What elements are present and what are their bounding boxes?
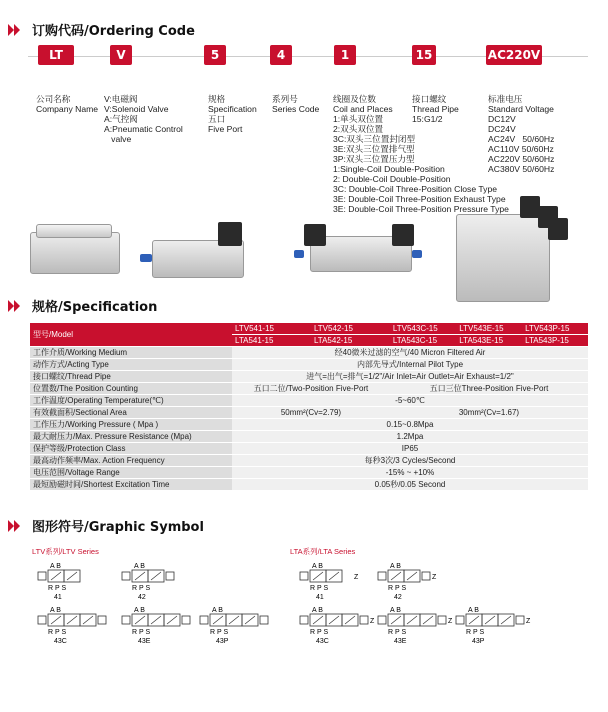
symbol-caption: 41 [316, 594, 324, 601]
flow-arrow [423, 616, 433, 624]
solenoid-icon [260, 616, 268, 624]
model-cell: LTA542-15 [311, 335, 390, 347]
flow-arrow [151, 572, 161, 580]
flow-arrow [83, 616, 93, 624]
flow-arrow [391, 616, 401, 624]
desc-company: 公司名称 Company Name [36, 94, 99, 114]
spec-label: 最大耐压力/Max. Pressure Resistance (Mpa) [30, 431, 232, 443]
spec-value: 0.05秒/0.05 Second [232, 479, 588, 491]
model-cell: LTV543C-15 [390, 323, 456, 335]
spec-value: 30mm²(Cv=1.67) [390, 407, 588, 419]
spec-value: 五口三位Three-Position Five-Port [390, 383, 588, 395]
pilot-icon [422, 572, 430, 580]
code-thread: 15 [412, 45, 436, 65]
spec-row [30, 431, 588, 443]
spec-value: -15% ~ +10% [232, 467, 588, 479]
flow-arrow [229, 616, 239, 624]
code-row [28, 45, 588, 67]
desc-thread: 接口螺纹 Thread Pipe 15:G1/2 [412, 94, 459, 124]
solenoid-icon [38, 616, 46, 624]
port-label-rps: R P S [132, 585, 151, 592]
spec-label: 保护等级/Protection Class [30, 443, 232, 455]
flow-arrow [135, 616, 145, 624]
ltv-series-label: LTV系列/LTV Series [32, 547, 99, 556]
graphic-symbol-heading [8, 516, 204, 535]
spec-label: 工作温度/Operating Temperature(℃) [30, 395, 232, 407]
model-cell: LTA543E-15 [456, 335, 522, 347]
desc-series: 系列号 Series Code [272, 94, 320, 114]
spec-row [30, 395, 588, 407]
spec-row [30, 455, 588, 467]
spec-value: 五口二位/Two-Position Five-Port [232, 383, 390, 395]
flow-arrow [329, 616, 339, 624]
solenoid-icon [122, 572, 130, 580]
code-voltage: AC220V [486, 45, 542, 65]
spec-row [30, 371, 588, 383]
chevron-icon [8, 298, 24, 314]
port-label-ab: A B [134, 607, 145, 614]
port-label-rps: R P S [466, 629, 485, 636]
port-label-rps: R P S [132, 629, 151, 636]
solenoid-icon [200, 616, 208, 624]
valve-symbol-43c [296, 604, 375, 645]
spec-label: 工作介质/Working Medium [30, 347, 232, 359]
graphic-symbol-title: 图形符号/Graphic Symbol [32, 520, 204, 535]
port-label-ab: A B [390, 563, 401, 570]
spec-label: 最短励磁时间/Shortest Excitation Time [30, 479, 232, 491]
spec-row [30, 419, 588, 431]
port-label-rps: R P S [310, 629, 329, 636]
flow-arrow [391, 572, 401, 580]
valve-symbol-42 [118, 560, 178, 600]
port-label-rps: R P S [388, 629, 407, 636]
flow-arrow [407, 572, 417, 580]
solenoid-icon [166, 572, 174, 580]
spec-header-row-1 [30, 323, 588, 335]
pilot-icon [438, 616, 446, 624]
symbol-caption: 42 [394, 594, 402, 601]
valve-symbol-43e [118, 604, 194, 644]
symbol-caption: 43E [394, 638, 407, 645]
chevron-icon [8, 22, 24, 38]
spec-label: 电压范围/Voltage Range [30, 467, 232, 479]
model-cell: LTV543E-15 [456, 323, 522, 335]
spec-table [30, 323, 588, 491]
symbol-caption: 43C [54, 638, 67, 645]
flow-arrow [51, 616, 61, 624]
model-cell: LTV542-15 [311, 323, 390, 335]
model-cell: LTV541-15 [232, 323, 311, 335]
valve-symbol-43p [196, 604, 272, 644]
spec-label: 位置数/The Position Counting [30, 383, 232, 395]
chevron-icon [8, 518, 24, 534]
port-label-ab: A B [312, 563, 323, 570]
pilot-icon [456, 616, 464, 624]
ordering-code-heading [8, 20, 195, 39]
spec-row [30, 359, 588, 371]
model-cell: LTA543P-15 [522, 335, 588, 347]
flow-arrow [245, 616, 255, 624]
lta-series-label: LTA系列/LTA Series [290, 547, 356, 556]
pilot-icon [378, 572, 386, 580]
pilot-icon [516, 616, 524, 624]
pilot-z-label: Z [448, 618, 453, 625]
solenoid-icon [38, 572, 46, 580]
pilot-z-label: Z [526, 618, 531, 625]
spec-value: -5~60℃ [232, 395, 588, 407]
symbol-caption: 43C [316, 638, 329, 645]
spec-value: 0.15~0.8Mpa [232, 419, 588, 431]
valve-symbol-43c [34, 604, 110, 644]
port-label-rps: R P S [310, 585, 329, 592]
spec-row [30, 383, 588, 395]
spec-row [30, 347, 588, 359]
symbol-caption: 43P [216, 638, 229, 645]
symbol-caption: 42 [138, 594, 146, 601]
valve-symbol-41 [34, 560, 94, 600]
spec-value: 1.2Mpa [232, 431, 588, 443]
valve-symbol-43e [374, 604, 453, 645]
desc-coil: 线圈及位数 Coil and Places 1:单头双位置 2:双头双位置 3C:双头三位置封闭型 3E:双头三位置排气型 3P:双头三位置压力型 1:Single-Coil Double-Position 2: Double-Coil Double-Position 3C: Double-Coil Three-Position Close Type 3E: Double-Coil Three-Position Exhaust Type 3E: Double-Coil Three-Position Pressure Type [333, 94, 509, 214]
pilot-icon [300, 616, 308, 624]
symbol-caption: 43E [138, 638, 151, 645]
spec-row [30, 467, 588, 479]
pilot-z-label: Z [370, 618, 375, 625]
specification-heading [8, 296, 157, 315]
flow-arrow [151, 616, 161, 624]
flow-arrow [67, 572, 77, 580]
specification-title: 规格/Specification [32, 300, 158, 315]
port-label-ab: A B [50, 607, 61, 614]
valve-symbol-43p [452, 604, 531, 645]
code-valve-type: V [110, 45, 132, 65]
spec-value: 经40微米过滤的空气/40 Micron Filtered Air [232, 347, 588, 359]
port-label-ab: A B [312, 607, 323, 614]
valve-symbol-42 [374, 560, 437, 601]
model-cell: LTA541-15 [232, 335, 311, 347]
symbol-caption: 43P [472, 638, 485, 645]
model-cell: LTA543C-15 [390, 335, 456, 347]
code-company: LT [38, 45, 74, 65]
spec-label: 有效截面积/Sectional Area [30, 407, 232, 419]
spec-row [30, 443, 588, 455]
spec-label: 最高动作频率/Max. Action Frequency [30, 455, 232, 467]
spec-row [30, 479, 588, 491]
flow-arrow [329, 572, 339, 580]
spec-row [30, 407, 588, 419]
spec-value: 50mm²(Cv=2.79) [232, 407, 390, 419]
code-series: 4 [270, 45, 292, 65]
spec-value: 内部先导式/Internal Pilot Type [232, 359, 588, 371]
pilot-z-label: Z [432, 574, 437, 581]
valve-symbol-41 [296, 560, 359, 601]
pilot-icon [378, 616, 386, 624]
spec-label: 接口螺纹/Thread Pipe [30, 371, 232, 383]
flow-arrow [67, 616, 77, 624]
solenoid-icon [98, 616, 106, 624]
port-label-rps: R P S [48, 629, 67, 636]
desc-voltage: 标准电压 Standard Voltage DC12V DC24V AC24V 50/60Hz AC110V 50/60Hz AC220V 50/60Hz AC380V 50/60Hz [488, 94, 555, 174]
port-label-ab: A B [50, 563, 61, 570]
desc-valve-type: V:电磁阀 V:Solenoid Valve A:气控阀 A:Pneumatic Control valve [104, 94, 183, 144]
port-label-ab: A B [134, 563, 145, 570]
model-header-label: 型号/Model [30, 323, 232, 347]
model-cell: LTV543P-15 [522, 323, 588, 335]
flow-arrow [485, 616, 495, 624]
spec-value: IP65 [232, 443, 588, 455]
flow-arrow [51, 572, 61, 580]
desc-spec: 规格 Specification 五口 Five Port [208, 94, 257, 134]
flow-arrow [167, 616, 177, 624]
port-label-rps: R P S [388, 585, 407, 592]
flow-arrow [135, 572, 145, 580]
flow-arrow [313, 616, 323, 624]
flow-arrow [501, 616, 511, 624]
code-spec: 5 [204, 45, 226, 65]
port-label-ab: A B [212, 607, 223, 614]
spec-value: 每秒3次/3 Cycles/Second [232, 455, 588, 467]
flow-arrow [213, 616, 223, 624]
flow-arrow [407, 616, 417, 624]
port-label-ab: A B [390, 607, 401, 614]
spec-label: 工作压力/Working Pressure ( Mpa ) [30, 419, 232, 431]
pilot-icon [360, 616, 368, 624]
spec-value: 进气=出气=排气=1/2"/Air Inlet=Air Outlet=Air Exhaust=1/2" [232, 371, 588, 383]
flow-arrow [313, 572, 323, 580]
spec-label: 动作方式/Acting Type [30, 359, 232, 371]
symbol-caption: 41 [54, 594, 62, 601]
solenoid-icon [182, 616, 190, 624]
solenoid-icon [122, 616, 130, 624]
code-coil: 1 [334, 45, 356, 65]
ordering-code-title: 订购代码/Ordering Code [32, 24, 195, 39]
pilot-icon [300, 572, 308, 580]
port-label-rps: R P S [48, 585, 67, 592]
flow-arrow [345, 616, 355, 624]
port-label-rps: R P S [210, 629, 229, 636]
port-label-ab: A B [468, 607, 479, 614]
flow-arrow [469, 616, 479, 624]
pilot-z-label: Z [354, 574, 359, 581]
